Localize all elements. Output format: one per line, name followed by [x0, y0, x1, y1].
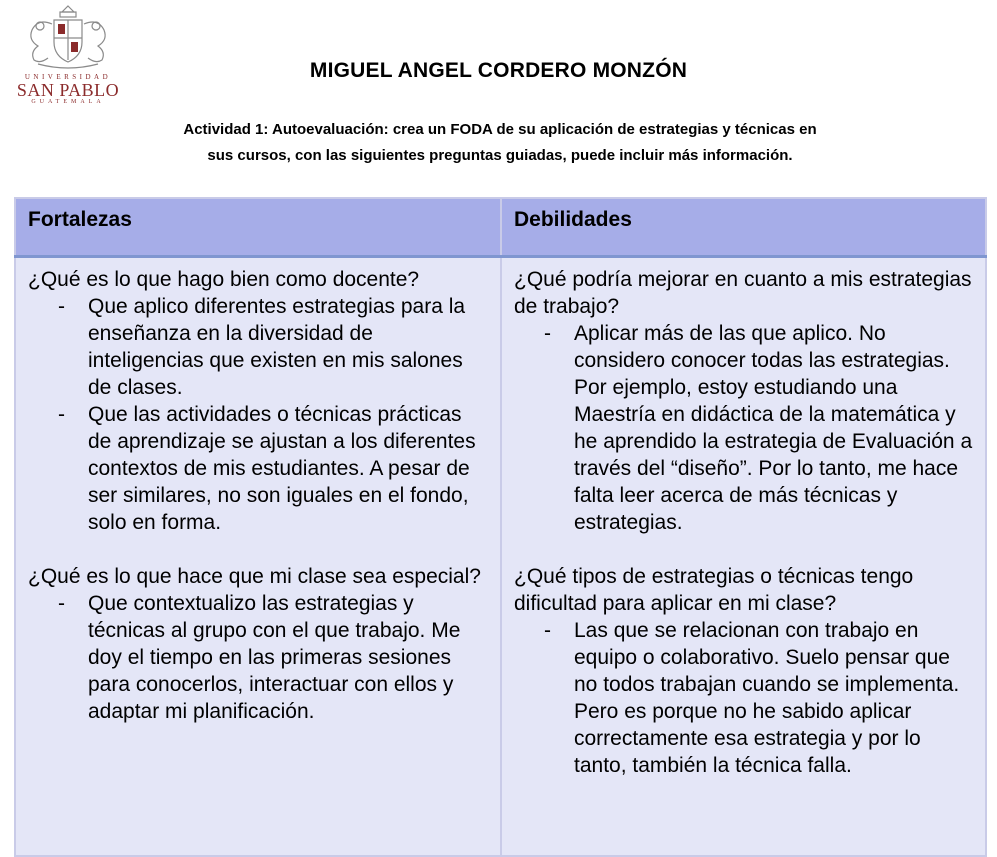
- debilidades-cell: [501, 257, 986, 857]
- logo-line-guatemala: GUATEMALA: [31, 99, 105, 105]
- debilidades-heading: Debilidades: [501, 198, 986, 257]
- question-text: ¿Qué podría mejorar en cuanto a mis estrategias de trabajo?: [514, 268, 972, 318]
- instructions-line-2: sus cursos, con las siguientes preguntas guiadas, puede incluir más información.: [207, 147, 793, 164]
- answer-list: [28, 293, 488, 536]
- answer-list: [514, 320, 973, 536]
- answer-list: [28, 590, 488, 725]
- answer-item: - Que las actividades o técnicas prácticas de aprendizaje se ajustan a los diferentes contextos de mis estudiantes. A pesar de ser similares, no son iguales en el fondo, solo en forma.: [88, 401, 488, 536]
- university-logo: [14, 2, 122, 108]
- instructions-line-1: Actividad 1: Autoevaluación: crea un FODA de su aplicación de estrategias y técnicas en: [183, 121, 817, 138]
- foda-table: [14, 197, 987, 857]
- fortalezas-heading: Fortalezas: [15, 198, 501, 257]
- answer-item: - Que aplico diferentes estrategias para la enseñanza en la diversidad de inteligencias que existen en mis salones de clases.: [88, 293, 488, 401]
- logo-line-universidad: UNIVERSIDAD: [24, 73, 112, 81]
- page-title: MIGUEL ANGEL CORDERO MONZÓN: [309, 59, 688, 82]
- question-text: ¿Qué tipos de estrategias o técnicas tengo dificultad para aplicar en mi clase?: [514, 565, 914, 615]
- activity-instructions: [100, 117, 900, 169]
- foda-header-row: [15, 198, 986, 257]
- answer-item: - Las que se relacionan con trabajo en equipo o colaborativo. Suelo pensar que no todos trabajan cuando se implementa. Pero es porque no he sabido aplicar correctamente esa estrategia y por lo tanto, también la técnica falla.: [574, 617, 973, 779]
- question-text: ¿Qué es lo que hace que mi clase sea especial?: [28, 565, 481, 588]
- logo-line-san-pablo: SAN PABLO: [16, 80, 120, 100]
- answer-item: - Aplicar más de las que aplico. No considero conocer todas las estrategias. Por ejemplo, estoy estudiando una Maestría en didáctica de la matemática y he aprendido la estrategia de Evaluación a través del “diseño”. Por lo tanto, me hace falta leer acerca de más técnicas y estrategias.: [574, 320, 973, 536]
- answer-list: [514, 617, 973, 779]
- foda-content-row: [15, 257, 986, 857]
- fortalezas-cell: [15, 257, 501, 857]
- question-text: ¿Qué es lo que hago bien como docente?: [28, 268, 420, 291]
- answer-item: - Que contextualizo las estrategias y técnicas al grupo con el que trabajo. Me doy el tiempo en las primeras sesiones para conocerlos, interactuar con ellos y adaptar mi planificación.: [88, 590, 488, 725]
